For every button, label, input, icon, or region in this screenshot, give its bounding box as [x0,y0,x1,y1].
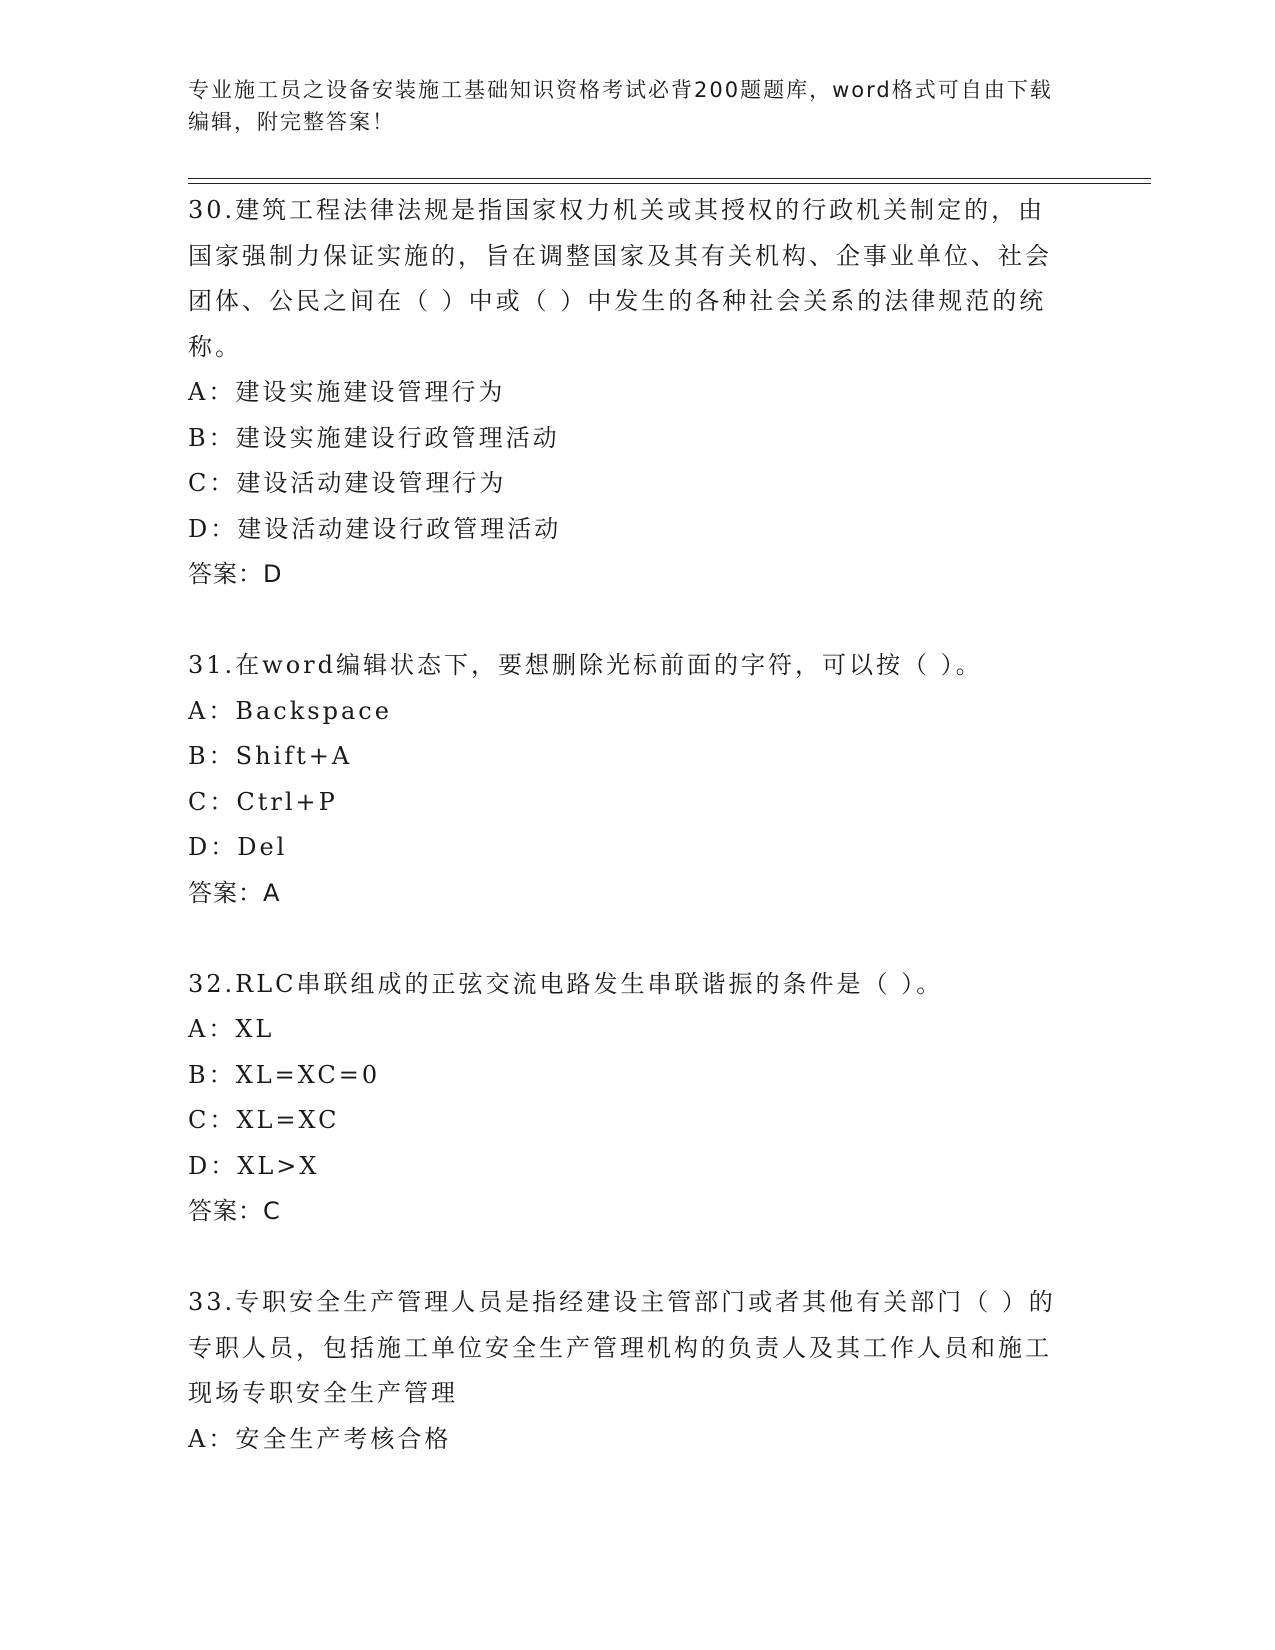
option-b: B：XL=XC=0 [188,1060,381,1089]
option-c: C：XL=XC [188,1106,340,1134]
question-stem: 30.建筑工程法律法规是指国家权力机关或其授权的行政机关制定的，由国家强制力保证实施的，旨在调整国家及其有关机构、企事业单位、社会团体、公民之间在（ ）中或（ ）中发生的各种社会关系的法律规范的统称。 [188,196,1052,361]
option-b: B：建设实施建设行政管理活动 [188,423,560,452]
question-stem: 33.专职安全生产管理人员是指经建设主管部门或者其他有关部门（ ）的专职人员，包括施工单位安全生产管理机构的负责人及其工作人员和施工现场专职安全生产管理 [188,1288,1056,1407]
option-c: C：Ctrl+P [188,787,338,816]
question-stem: 32.RLC串联组成的正弦交流电路发生串联谐振的条件是（ ）。 [188,969,944,998]
header-rule-top [188,178,1151,179]
option-a: A：建设实施建设管理行为 [188,378,506,406]
option-d: D：建设活动建设行政管理活动 [188,514,562,543]
option-a: A：Backspace [188,696,392,725]
question-list [188,188,1068,1462]
page-header: 专业施工员之设备安装施工基础知识资格考试必背200题题库，word格式可自由下载编辑，附完整答案！ [188,78,1053,134]
spacer [188,1235,1068,1281]
option-d: D：XL>X [188,1151,320,1180]
spacer [188,916,1068,962]
answer-label: 答案：C [188,1197,281,1225]
header-rule-bottom [188,183,1151,184]
spacer [188,598,1068,644]
question-33 [188,1280,1068,1462]
answer-label: 答案：A [188,878,281,907]
option-c: C：建设活动建设管理行为 [188,469,507,497]
option-a: A：安全生产考核合格 [188,1424,452,1453]
question-30 [188,188,1068,598]
question-31 [188,643,1068,916]
question-stem: 31.在word编辑状态下，要想删除光标前面的字符，可以按（ ）。 [188,651,983,679]
option-d: D：Del [188,833,288,861]
option-b: B：Shift+A [188,742,353,770]
answer-label: 答案：D [188,560,283,588]
question-32 [188,962,1068,1235]
option-a: A：XL [188,1015,275,1043]
